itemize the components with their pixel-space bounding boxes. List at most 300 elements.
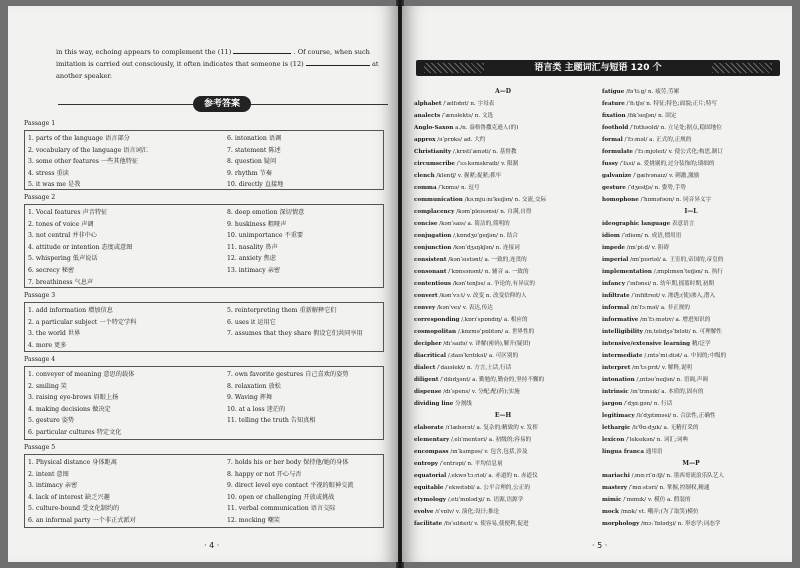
headword: lexicon [602, 437, 625, 443]
headword: morphology [602, 521, 640, 527]
definition: /ˈhɒməfəʊn/ n. 同音异义字 [640, 197, 712, 203]
headword: mastery [602, 485, 628, 491]
definition: /dɪˈspens/ v. 分配;配(药);实施 [443, 389, 520, 395]
headword: fussy [602, 161, 619, 167]
headword: ideographic language [602, 221, 671, 227]
left-page [8, 6, 398, 562]
answer-item: 5. gesture 姿势 [28, 417, 75, 425]
definition: /ˌmɑːriˈɑːtʃi/ n. 墨西哥流浪乐队艺人 [631, 473, 725, 479]
passage-title: Passage 1 [24, 120, 56, 127]
headword: alphabet [414, 101, 442, 107]
definition: /ˈkɒnsənənt/ n. 辅音 a. 一致的 [448, 269, 529, 275]
vocabulary-entry [414, 506, 592, 518]
definition: /ˌkrɪstiˈænəti/ n. 基督教 [452, 149, 517, 155]
headword: convert [414, 293, 438, 299]
definition: 分割线 [455, 401, 472, 407]
definition: 通用语 [645, 449, 663, 455]
answer-item: 7. own favorite gestures 自己喜欢的姿势 [227, 371, 349, 378]
definition: /ˈgælvənaɪz/ v. 刺激,激励 [633, 173, 700, 179]
answer-box [24, 454, 384, 528]
headword: interpret [602, 365, 631, 371]
passage-title: Passage 5 [24, 444, 56, 451]
headword: intonation [602, 377, 635, 383]
vocabulary-entry [602, 506, 780, 518]
vocabulary-entry [602, 110, 780, 122]
vocabulary-entry [602, 350, 780, 362]
answer-item: 6. particular cultures 特定文化 [28, 428, 122, 436]
definition: /ˌekwəˈtɔːriəl/ a. 赤道的 n. 赤道仪 [448, 473, 538, 479]
vocabulary-entry [414, 458, 592, 470]
vocabulary-entry [414, 314, 592, 326]
blank-12 [306, 59, 370, 66]
vocabulary-entry [414, 158, 592, 170]
section-heading: A—D [495, 88, 511, 95]
definition: /lɪˈdʒɪtɪməsi/ n. 合法性,正确性 [636, 413, 716, 419]
answer-item: 8. question 疑问 [227, 158, 277, 166]
vocabulary-entry [602, 122, 780, 134]
answer-item: 2. a particular subject 一个特定学科 [28, 318, 137, 326]
headword: galvanize [602, 173, 632, 179]
definition: /kənˈdʒʌŋkʃən/ n. 连接词 [453, 245, 520, 251]
passage-intro-text [56, 46, 391, 82]
answer-item: 7. breathiness 气息声 [28, 278, 94, 286]
vocabulary-column-right [602, 86, 780, 530]
definition: /ˌkɒndʒʊˈgeɪʃən/ n. 结合 [453, 233, 518, 239]
headword: etymology [414, 497, 447, 503]
vocabulary-entry [414, 434, 592, 446]
vocabulary-entry [414, 422, 592, 434]
answer-item: 5. whispering 低声说话 [28, 255, 98, 263]
page-number: · 4 · [204, 541, 220, 550]
definition: /ˈsɜːkəmskraɪb/ v. 限制 [456, 161, 519, 167]
definition: /əˈprɒks/ ad. 大约 [437, 137, 486, 143]
headword: mariachi [602, 473, 630, 479]
vocabulary-entry [602, 290, 780, 302]
vocabulary-entries [414, 422, 592, 530]
headword: consonant [414, 269, 447, 275]
answer-item: 8. happy or not 开心与否 [227, 470, 302, 478]
vocabulary-entry [414, 266, 592, 278]
definition: /ˈfɔːmjʊleɪt/ v. 使公式化;构思,制订 [634, 149, 724, 155]
definition: /ˌetɪˈmɒlədʒi/ n. 语源,语源学 [447, 497, 524, 503]
passage-1-answers [24, 120, 384, 190]
headword: consistent [414, 257, 447, 263]
answer-item: 3. intimacy 亲密 [28, 482, 78, 490]
vocabulary-entry [414, 446, 592, 458]
headword: approx [414, 137, 436, 143]
answer-item: 1. add information 增加信息 [28, 307, 113, 314]
headword: analects [414, 113, 441, 119]
headword: conjugation [414, 233, 452, 239]
headword: contentious [414, 281, 452, 287]
answer-item: 2. smiling 笑 [28, 382, 67, 390]
vocabulary-entry [414, 350, 592, 362]
vocabulary-entry [414, 134, 592, 146]
definition: /ˌelɪˈmentəri/ a. 初级的;容易的 [450, 437, 532, 443]
vocabulary-entry [414, 146, 592, 158]
vocabulary-entry [602, 518, 780, 530]
answer-column-left [28, 133, 218, 191]
vocabulary-entry [414, 482, 592, 494]
vocabulary-entry [414, 182, 592, 194]
vocabulary-entry [602, 194, 780, 206]
definition: /ɪnˈfɔːməl/ a. 非正规的 [630, 305, 690, 311]
section-heading: M—P [682, 460, 700, 467]
vocabulary-entry [414, 278, 592, 290]
definition: /kənˈveɪ/ v. 表达,传达 [437, 305, 493, 311]
headword: cosmopolitan [414, 329, 457, 335]
definition: /ˈdʒɑːgən/ n. 行话 [624, 401, 673, 407]
right-page [402, 6, 792, 562]
vocabulary-entry [414, 302, 592, 314]
vocabulary-entry [414, 494, 592, 506]
definition: /ɪnˈkʌmpəs/ v. 包含,包括,涉及 [450, 449, 528, 455]
headword: clench [414, 173, 435, 179]
banner-ornament [424, 63, 484, 73]
vocabulary-entry [602, 86, 780, 98]
definition: /mɔːˈfɒlədʒi/ n. 形态学;词态学 [641, 521, 721, 527]
passage-2-answers [24, 194, 384, 288]
headword: intensive/extensive learning [602, 341, 691, 347]
answer-item: 10. unimportance 不重要 [227, 232, 304, 240]
vocabulary-entry [602, 230, 780, 242]
answer-item: 6. uses it 运用它 [227, 318, 276, 326]
answer-item: 3. raising eye-brows 眉眼上扬 [28, 394, 119, 402]
vocabulary-entry [602, 446, 780, 458]
headword: mimic [602, 497, 622, 503]
vocabulary-entry [414, 122, 592, 134]
answer-item: 2. intent 意图 [28, 470, 69, 478]
vocabulary-entry [414, 218, 592, 230]
definition: /ˌkɒzməˈpɒlɪtən/ a. 世界性的 [457, 329, 535, 335]
passage-title: Passage 4 [24, 356, 56, 363]
definition: 精/泛学 [691, 341, 711, 347]
passage-title: Passage 2 [24, 194, 56, 201]
definition: /ˌɪntəʊˈneɪʃən/ n. 语调,声调 [636, 377, 708, 383]
definition: /ˈfɔːməl/ a. 正式的,正规的 [624, 137, 692, 143]
definition: /ɪˈvɒlv/ v. 演化;设计;推论 [435, 509, 500, 515]
headword: fixation [602, 113, 626, 119]
definition: /kənˈsɪstənt/ a. 一致的,连贯的 [448, 257, 527, 263]
definition: /ˈekwɪtəbl/ a. 公平合理的,公正的 [445, 485, 530, 491]
answer-item: 2. vocabulary of the language 语言词汇 [28, 146, 148, 154]
section-heading: E—H [494, 412, 512, 419]
vocabulary-entry [414, 326, 592, 338]
answer-item: 7. holds his or her body 保持他/她的身体 [227, 459, 349, 466]
headword: mock [602, 509, 619, 515]
intro-text: at [371, 60, 379, 68]
vocabulary-entry [602, 386, 780, 398]
headword: entropy [414, 461, 439, 467]
vocabulary-entry [602, 326, 780, 338]
headword: formal [602, 137, 623, 143]
definition: /ˈmɑːstəri/ n. 掌握,控制权,精通 [628, 485, 710, 491]
definition: /kəˌmjuːnɪˈkeɪʃən/ n. 交流,交际 [464, 197, 547, 203]
answer-item: 4. making decisions 做决定 [28, 405, 111, 413]
headword: complacency [414, 209, 455, 215]
vocabulary-entry [602, 302, 780, 314]
vocabulary-entry [414, 374, 592, 386]
vocabulary-entry [602, 374, 780, 386]
vocabulary-entries [602, 86, 780, 206]
vocabulary-entry [602, 278, 780, 290]
answer-column-right [227, 133, 383, 191]
definition: /klentʃ/ v. 握紧;捉紧;抓牢 [436, 173, 502, 179]
headword: impede [602, 245, 625, 251]
vocabulary-entry [414, 194, 592, 206]
answer-item: 9. rhythm 节奏 [227, 169, 272, 177]
headword: circumscribe [414, 161, 455, 167]
definition: a./n. 盎格鲁撒克逊人(的) [455, 125, 519, 131]
intro-line-2 [56, 58, 391, 70]
answer-item: 9. direct level eye contact 平视的眼神交流 [227, 482, 354, 490]
vocabulary-entry [602, 410, 780, 422]
definition: /ˌdaɪəˈkrɪtɪkəl/ a. 可区别的 [447, 353, 519, 359]
headword: Anglo-Saxon [414, 125, 454, 131]
definition: /ˈælfəbɪt/ n. 字母表 [443, 101, 495, 107]
vocabulary-entry [602, 98, 780, 110]
headword: intrinsic [602, 389, 629, 395]
answer-item: 5. reinterpreting them 重新解释它们 [227, 307, 337, 314]
headword: gesture [602, 185, 626, 191]
headword: facilitate [414, 521, 443, 527]
answer-item: 3. not central 并非中心 [28, 232, 97, 240]
definition: /fəˈsɪlɪteɪt/ v. 使容易,使便利,促进 [443, 521, 529, 527]
definition: /ɪnˈtɜːprɪt/ v. 解释,说明 [632, 365, 693, 371]
answer-column-right [227, 369, 383, 427]
headword: foothold [602, 125, 629, 131]
vocabulary-entry [602, 242, 780, 254]
vocabulary-entry [602, 362, 780, 374]
headword: communication [414, 197, 463, 203]
answer-column-right [227, 305, 383, 340]
vocabulary-entry [414, 242, 592, 254]
definition: /kənˈvɜːt/ v. 改变 n. 改变信仰的人 [439, 293, 527, 299]
vocabulary-entry [414, 254, 592, 266]
vocabulary-entry [414, 290, 592, 302]
vocabulary-entry [414, 170, 592, 182]
answer-box [24, 204, 384, 288]
page-number: · 5 · [592, 541, 608, 550]
vocabulary-entry [602, 494, 780, 506]
answer-item: 6. an informal party 一个非正式派对 [28, 516, 136, 524]
vocabulary-entry [414, 110, 592, 122]
answer-item: 5. culture-bound 受文化制约的 [28, 505, 120, 513]
headword: fatigue [602, 89, 625, 95]
headword: implementation [602, 269, 652, 275]
answer-item: 11. verbal communication 语言交际 [227, 505, 336, 513]
answer-item: 10. open or challenging 开放或挑战 [227, 493, 335, 501]
definition: /dɪˈsaɪfə/ v. 译解(密码),解开(疑团) [443, 341, 531, 347]
vocabulary-entry [602, 434, 780, 446]
answer-item: 1. conveyer of meaning 意思的载体 [28, 371, 135, 378]
headword: feature [602, 101, 625, 107]
vocabulary-entries [602, 470, 780, 530]
definition: /kənˈsaɪs/ a. 简洁的,简明的 [439, 221, 510, 227]
vocabulary-banner [416, 60, 780, 76]
answer-item: 10. at a loss 迷茫的 [227, 405, 286, 413]
definition: /ɪnˌtelɪdʒəˈbɪləti/ n. 可理解性 [644, 329, 722, 335]
intro-text: . Of course, when such [293, 48, 370, 56]
headword: infancy [602, 281, 625, 287]
definition: /lɪˈθɑːdʒɪk/ a. 无精打采的 [632, 425, 699, 431]
answer-column-right [227, 457, 383, 527]
vocabulary-entry [602, 338, 780, 350]
answer-item: 4. lack of interest 缺乏兴趣 [28, 493, 110, 501]
banner-ornament [712, 63, 772, 73]
headword: intermediate [602, 353, 643, 359]
answer-item: 6. secrecy 秘密 [28, 266, 75, 274]
vocabulary-entry [414, 230, 592, 242]
vocabulary-entry [602, 218, 780, 230]
vocabulary-title: 语言类 主题词汇与短语 120 个 [534, 63, 662, 73]
answer-column-left [28, 305, 218, 351]
vocabulary-entry [602, 254, 780, 266]
answer-column-left [28, 207, 218, 288]
section-heading: I—L [684, 208, 698, 215]
answer-column-left [28, 457, 218, 527]
answer-item: 7. assumes that they share 假设它们共同享用 [227, 330, 363, 338]
vocabulary-entry [602, 266, 780, 278]
definition: /ˈdɪlɪdʒənt/ a. 勤勉的,勤奋的,坚持不懈的 [440, 377, 545, 383]
headword: comma [414, 185, 437, 191]
headword: encompass [414, 449, 449, 455]
headword: Christianity [414, 149, 452, 155]
answer-item: 4. more 更多 [28, 341, 67, 349]
headword: dividing line [414, 401, 454, 407]
headword: homophone [602, 197, 639, 203]
vocabulary-entry [602, 314, 780, 326]
definition: /ˈdʒestʃə/ n. 姿势,手势 [627, 185, 686, 191]
definition: /ˈfiːtʃə/ n. 特征;特色;面貌;正片;特写 [626, 101, 717, 107]
vocabulary-entry [602, 146, 780, 158]
answer-item: 2. tones of voice 声调 [28, 220, 94, 228]
vocabulary-column-left [414, 86, 592, 530]
headword: informative [602, 317, 639, 323]
vocabulary-entry [602, 398, 780, 410]
answers-header [58, 98, 388, 112]
definition: /ˈmɪmɪk/ v. 模仿 a. 假装的 [623, 497, 691, 503]
headword: concise [414, 221, 438, 227]
answer-item: 1. parts of the language 语言部分 [28, 135, 130, 142]
answer-item: 3. the world 世界 [28, 330, 81, 338]
answer-item: 6. intonation 语调 [227, 135, 282, 142]
headword: elementary [414, 437, 450, 443]
vocabulary-entry [602, 182, 780, 194]
answer-item: 13. intimacy 亲密 [227, 266, 281, 274]
definition: /fɪkˈseɪʃən/ n. 固定 [627, 113, 677, 119]
answer-item: 1. Vocal features 声音特征 [28, 209, 108, 216]
headword: intelligibility [602, 329, 643, 335]
intro-line-1 [56, 46, 391, 58]
vocabulary-entry [602, 482, 780, 494]
definition: /ˈfʊthəʊld/ n. 立足处;据点,稳固地位 [630, 125, 722, 131]
answer-item: 5. it was me 是我 [28, 181, 81, 189]
vocabulary-entry [602, 134, 780, 146]
vocabulary-entry [602, 422, 780, 434]
definition: /ˈdaɪəlekt/ n. 方言,土话,行话 [437, 365, 512, 371]
vocabulary-entries [602, 218, 780, 458]
definition: /fəˈtiːg/ n. 疲劳,劳累 [626, 89, 680, 95]
answer-item: 9. Waving 挥舞 [227, 394, 273, 402]
definition: /ɪnˈtrɪnsɪk/ a. 本质的,固有的 [630, 389, 704, 395]
definition: /ˈentrəpi/ n. 平均信息量 [439, 461, 503, 467]
answer-item: 11. nasality 鼻声 [227, 243, 278, 251]
answer-item: 8. relaxation 放松 [227, 382, 281, 390]
vocabulary-entry [414, 518, 592, 530]
vocabulary-entry [414, 470, 592, 482]
vocabulary-entry [414, 362, 592, 374]
answer-box [24, 366, 384, 440]
headword: infiltrate [602, 293, 630, 299]
headword: dispense [414, 389, 442, 395]
headword: lethargic [602, 425, 631, 431]
vocabulary-entry [414, 98, 592, 110]
definition: /ɪnˈfɔːmətɪv/ a. 增进知识的 [640, 317, 711, 323]
definition: /ˈfʌsi/ a. 爱挑剔的,过分装饰的;琐细的 [619, 161, 715, 167]
vocabulary-entry [602, 470, 780, 482]
definition: /ɪmˈpɪəriəl/ a. 王室的,帝国的,帝皇的 [630, 257, 724, 263]
headword: imperial [602, 257, 629, 263]
blank-number: (12) [290, 60, 304, 68]
headword: decipher [414, 341, 442, 347]
answer-item: 9. huskiness 粗哑声 [227, 220, 287, 228]
answer-item: 7. statement 陈述 [227, 146, 281, 154]
answer-column-right [227, 207, 383, 277]
answer-item: 4. attitude or intention 态度或意图 [28, 243, 133, 251]
definition: /ˈɪnfənsi/ n. 幼年期,摇篮时期,初期 [626, 281, 714, 287]
answer-item: 3. some other features 一些其他特征 [28, 158, 139, 166]
answer-item: 8. deep emotion 深切情意 [227, 209, 305, 216]
definition: /kəmˈpleɪsənsi/ n. 自满,自得 [456, 209, 532, 215]
definition: /ˈɪnfɪltreɪt/ v. 渗透;(使)渗入,潜入 [631, 293, 716, 299]
intro-text: in this way, echoing appears to complement the (11) [56, 48, 232, 56]
headword: jargon [602, 401, 623, 407]
headword: dialect [414, 365, 436, 371]
headword: evolve [414, 509, 434, 515]
headword: equitable [414, 485, 444, 491]
passage-3-answers [24, 292, 384, 352]
headword: lingua franca [602, 449, 644, 455]
definition: /ˈkɒmə/ n. 逗号 [438, 185, 480, 191]
vocabulary-entry [414, 386, 592, 398]
vocabulary-entry [602, 158, 780, 170]
definition: /ˌɪmplɪmenˈteɪʃən/ n. 执行 [653, 269, 723, 275]
headword: informal [602, 305, 629, 311]
headword: convey [414, 305, 436, 311]
passage-title: Passage 3 [24, 292, 56, 299]
headword: elaborate [414, 425, 444, 431]
headword: equatorial [414, 473, 447, 479]
answer-item: 12. mocking 嘲笑 [227, 516, 280, 524]
answer-box [24, 130, 384, 190]
headword: diacritical [414, 353, 447, 359]
headword: diligent [414, 377, 439, 383]
definition: /ˌɪntəˈmiːdiət/ a. 中间的;中级的 [644, 353, 727, 359]
headword: conjunction [414, 245, 452, 251]
intro-line-3: another speaker. [56, 72, 113, 80]
vocabulary-entries [414, 98, 592, 410]
answers-title: 参考答案 [193, 96, 251, 112]
definition: /ɪmˈpiːd/ v. 阻碍 [626, 245, 670, 251]
passage-5-answers [24, 444, 384, 528]
definition: /ˌkɒrɪˈspɒndɪŋ/ a. 相应的 [461, 317, 528, 323]
answer-item: 1. Physical distance 身体距离 [28, 459, 117, 466]
definition: /ˈænəlekts/ n. 文选 [441, 113, 494, 119]
answer-item: 10. directly 直接地 [227, 181, 284, 189]
answer-box [24, 302, 384, 352]
answer-item: 4. stress 重读 [28, 169, 69, 177]
